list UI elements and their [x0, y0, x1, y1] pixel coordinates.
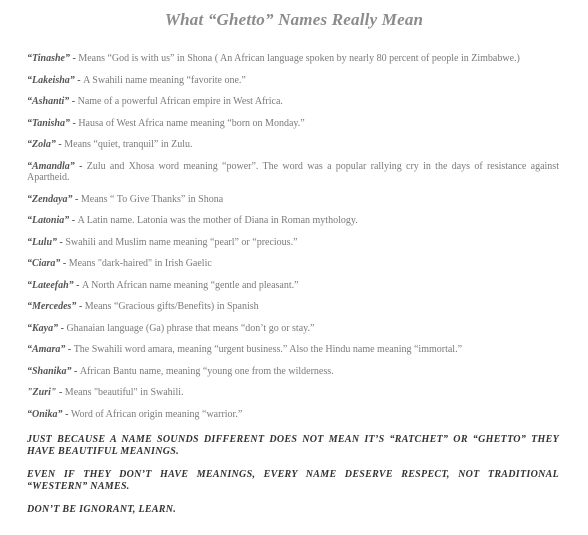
entry-name: "Zuri"	[27, 387, 57, 398]
entry-name: “Amandla”	[27, 160, 75, 172]
list-item	[27, 344, 559, 356]
entry-meaning: Word of African origin meaning “warrior.”	[70, 408, 243, 420]
entry-separator: -	[60, 258, 69, 269]
entry-meaning: Means “Gracious gifts/Benefits) in Spanish	[84, 301, 259, 312]
list-item	[27, 409, 559, 421]
entry-separator: -	[71, 365, 80, 377]
entry-separator: -	[55, 139, 65, 150]
entry-separator: -	[76, 301, 85, 312]
name-list	[27, 53, 559, 528]
entry-name: “Ciara”	[27, 258, 61, 269]
list-item	[27, 215, 559, 227]
entry-separator: -	[58, 322, 67, 334]
entry-separator: -	[74, 74, 84, 86]
list-item	[27, 387, 559, 399]
entry-separator: -	[56, 387, 65, 398]
entry-separator: -	[65, 344, 74, 355]
page-title: What “Ghetto” Names Really Mean	[164, 10, 424, 29]
entry-name: “Zola”	[27, 139, 56, 150]
list-item	[27, 194, 559, 206]
list-item	[27, 96, 559, 108]
entry-meaning: Swahili and Muslim name meaning “pearl” or “precious.”	[65, 236, 298, 248]
list-item	[27, 118, 559, 130]
entry-meaning: A Latin name. Latonia was the mother of Diana in Roman mythology.	[77, 215, 358, 226]
entry-meaning: A Swahili name meaning “favorite one.”	[83, 74, 246, 86]
entry-name: “Tanisha”	[27, 117, 70, 129]
entry-meaning: Ghanaian language (Ga) phrase that means “don’t go or stay.”	[66, 322, 315, 334]
closing-statement: EVEN IF THEY DON’T HAVE MEANINGS, EVERY NAME DESERVE RESPECT, NOT TRADITIONAL “WESTERN” NAMES.	[27, 469, 559, 492]
closing-statement: JUST BECAUSE A NAME SOUNDS DIFFERENT DOES NOT MEAN IT’S “RATCHET” OR “GHETTO” THEY HAVE BEAUTIFUL MEANINGS.	[27, 434, 559, 457]
list-item	[27, 301, 559, 313]
entry-separator: -	[73, 279, 82, 291]
entry-name: “Lateefah”	[27, 279, 74, 291]
entry-name: “Mercedes”	[27, 301, 77, 312]
entry-meaning: Means “quiet, tranquil” in Zulu.	[64, 139, 193, 150]
closing-statement: DON’T BE IGNORANT, LEARN.	[27, 504, 177, 515]
list-item	[27, 280, 559, 292]
entry-separator: -	[62, 408, 71, 420]
entry-name: “Zendaya”	[27, 193, 73, 205]
entry-meaning: Name of a powerful African empire in West Africa.	[77, 96, 283, 107]
entry-separator: -	[69, 96, 78, 107]
list-item	[27, 366, 559, 378]
closing-statements	[27, 434, 559, 516]
list-item	[27, 53, 559, 65]
list-item	[27, 75, 559, 87]
entry-meaning: Hausa of West Africa name meaning “born on Monday.”	[78, 117, 305, 129]
entry-meaning: African Bantu name, meaning “young one from the wilderness.	[79, 365, 334, 377]
list-item	[27, 139, 559, 151]
entry-meaning: Means “ To Give Thanks” in Shona	[80, 193, 224, 205]
list-item	[27, 237, 559, 249]
list-item	[27, 161, 559, 184]
entry-name: “Latonia”	[27, 215, 70, 226]
entry-meaning: A North African name meaning “gentle and pleasant.”	[82, 279, 299, 291]
entry-meaning: Means "dark-haired" in Irish Gaelic	[68, 258, 212, 269]
entry-meaning: The Swahili word amara, meaning “urgent business.” Also the Hindu name meaning “immortal.”	[73, 344, 463, 355]
entry-separator: -	[74, 160, 87, 172]
entry-separator: -	[69, 215, 78, 226]
entry-separator: -	[69, 117, 79, 129]
entry-name: “Tinashe”	[27, 53, 70, 64]
list-item	[27, 258, 559, 270]
entry-meaning: Means "beautiful" in Swahili.	[64, 387, 184, 398]
entry-separator: -	[57, 236, 66, 248]
entry-name: “Kaya”	[27, 322, 59, 334]
entry-name: “Shanika”	[27, 365, 72, 377]
entry-name: “Lakeisha”	[27, 74, 75, 86]
entry-separator: -	[69, 53, 79, 64]
list-item	[27, 323, 559, 335]
entry-name: “Lulu”	[27, 236, 58, 248]
entry-name: “Amara”	[27, 344, 66, 355]
entry-meaning: Means “God is with us” in Shona ( An African language spoken by nearly 80 percent of people in Zimbabwe.)	[78, 53, 520, 64]
entry-separator: -	[72, 193, 81, 205]
entry-name: “Onika”	[27, 408, 63, 420]
entry-meaning: Zulu and Xhosa word meaning “power”. The word was a popular rallying cry in the days of resistance against Apartheid.	[27, 160, 559, 183]
entry-name: “Ashanti”	[27, 96, 70, 107]
